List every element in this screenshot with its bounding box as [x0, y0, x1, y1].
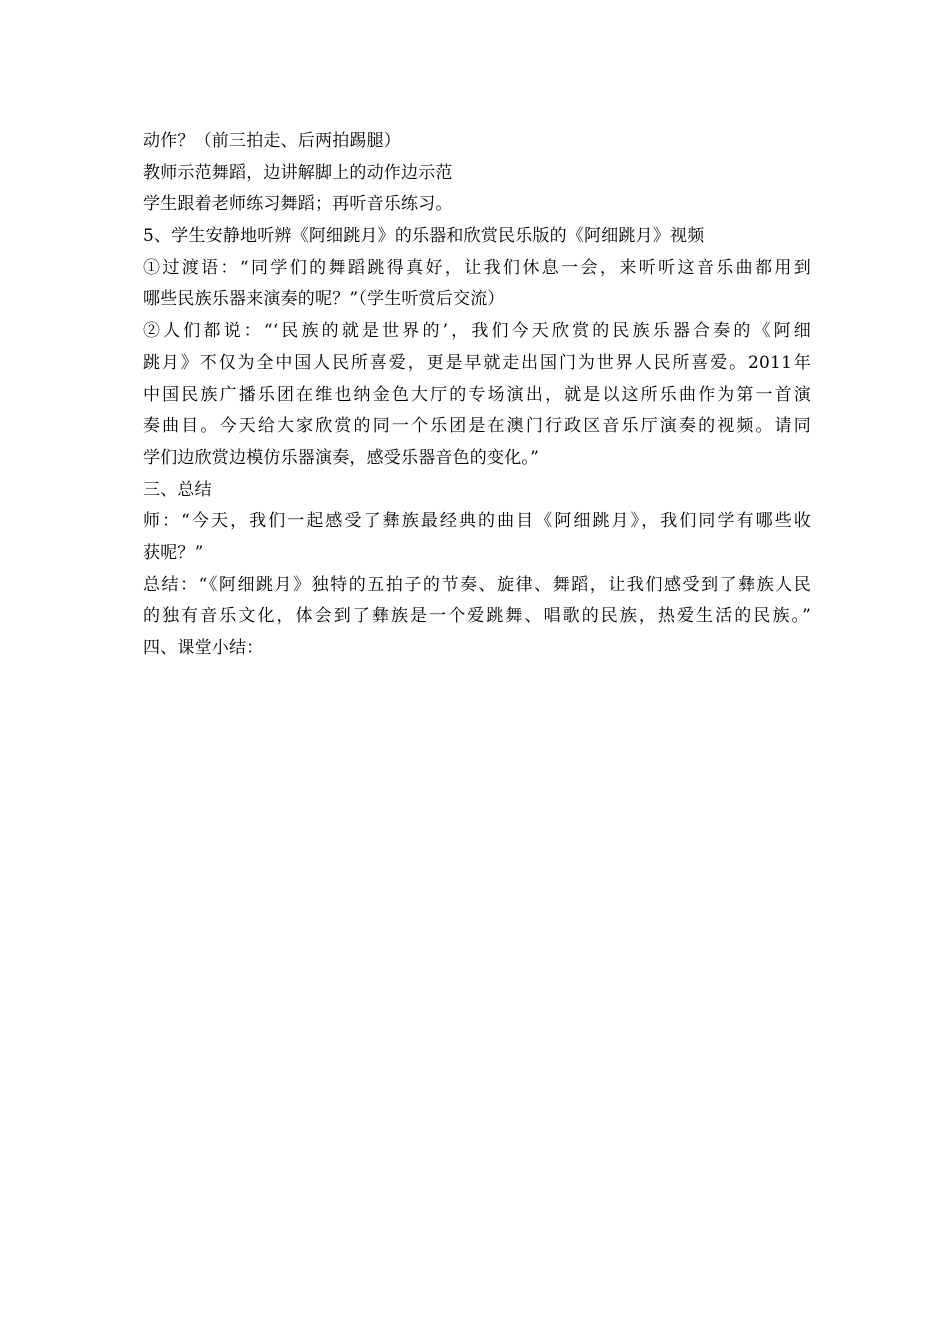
text-line: 师：“今天，我们一起感受了彝族最经典的曲目《阿细跳月》，我们同学有哪些收 [143, 511, 811, 532]
text-line: 的独有音乐文化，体会到了彝族是一个爱跳舞、唱歌的民族，热爱生活的民族。” [143, 606, 811, 627]
text-line: ①过渡语：“同学们的舞蹈跳得真好，让我们休息一会，来听听这音乐曲都用到 [143, 257, 811, 278]
text-line: 跳月》不仅为全中国人民所喜爱，更是早就走出国门为世界人民所喜爱。2011年 [143, 352, 811, 373]
section-heading: 三、总结 [143, 479, 212, 500]
document-body [143, 126, 811, 665]
text-line: 奏曲目。今天给大家欣赏的同一个乐团是在澳门行政区音乐厅演奏的视频。请同 [143, 416, 811, 437]
section-heading: 四、课堂小结： [143, 638, 264, 658]
text-line: 学们边欣赏边模仿乐器演奏，感受乐器音色的变化。” [143, 447, 539, 468]
text-line: 获呢？” [143, 542, 204, 563]
text-line: 5、学生安静地听辨《阿细跳月》的乐器和欣赏民乐版的《阿细跳月》视频 [143, 226, 705, 247]
text-line: ②人们都说：“‘民族的就是世界的’，我们今天欣赏的民族乐器合奏的《阿细 [143, 321, 811, 342]
text-line: 教师示范舞蹈，边讲解脚上的动作边示范 [143, 162, 453, 183]
text-line: 中国民族广播乐团在维也纳金色大厅的专场演出，就是以这所乐曲作为第一首演 [143, 384, 811, 405]
text-line: 学生跟着老师练习舞蹈；再听音乐练习。 [143, 194, 453, 215]
text-line: 总结：“《阿细跳月》独特的五拍子的节奏、旋律、舞蹈，让我们感受到了彝族人民 [143, 574, 811, 595]
text-line: 哪些民族乐器来演奏的呢？”（学生听赏后交流） [143, 289, 505, 310]
text-line: 动作？（前三拍走、后两拍踢腿） [143, 131, 401, 151]
